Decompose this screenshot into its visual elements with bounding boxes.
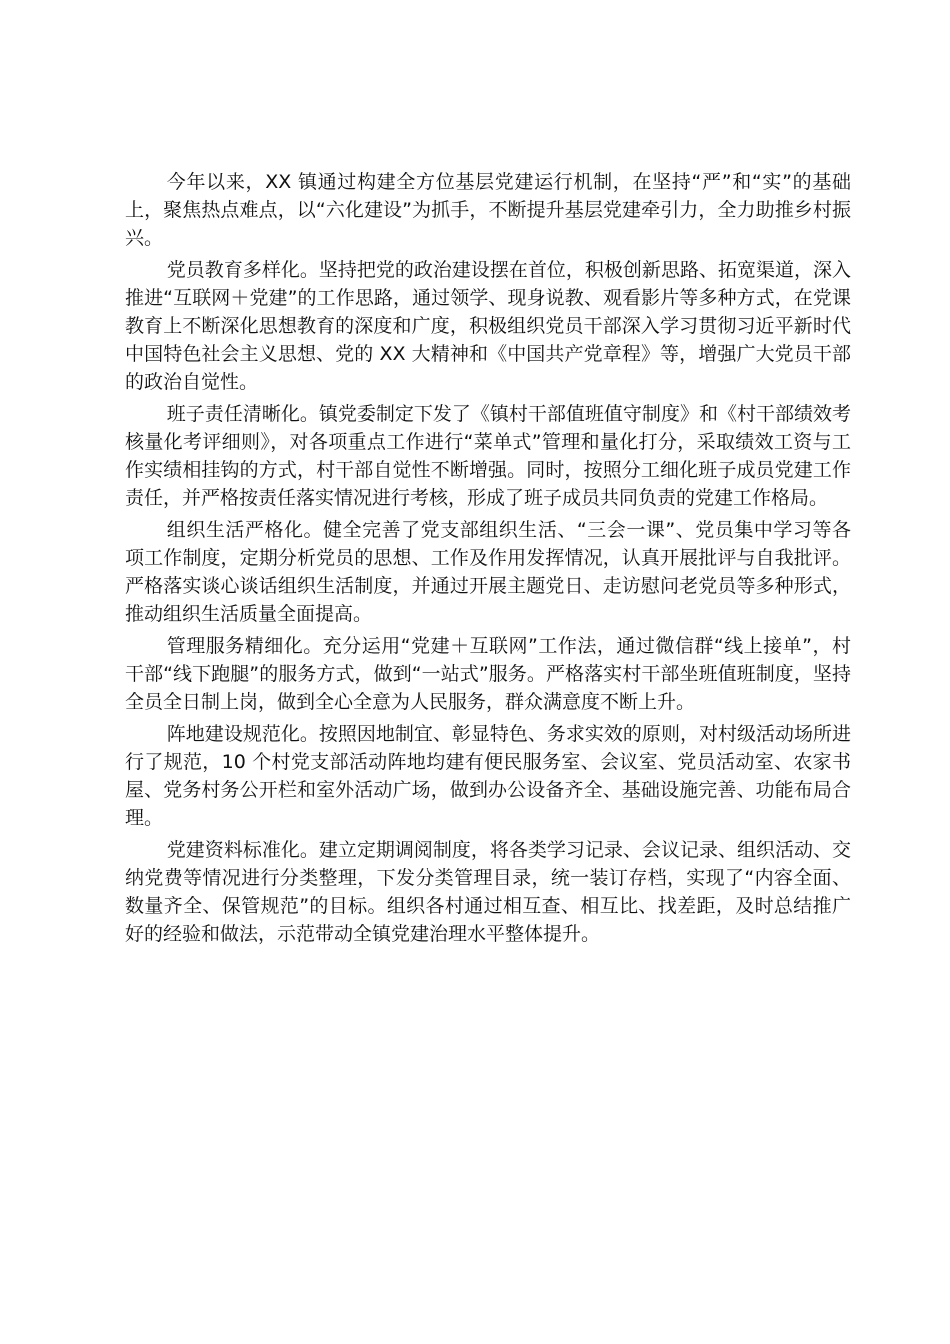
organizational-life-paragraph: 组织生活严格化。健全完善了党支部组织生活、“三会一课”、党员集中学习等各项工作制度，定期分析党员的思想、工作及作用发挥情况，认真开展批评与自我批评。严格落实谈心谈话组织生活制度，并通过开展主题党日、走访慰问老党员等多种形式，推动组织生活质量全面提高。 [125,519,851,625]
leadership-responsibility-paragraph: 班子责任清晰化。镇党委制定下发了《镇村干部值班值守制度》和《村干部绩效考核量化考评细则》，对各项重点工作进行“菜单式”管理和量化打分，采取绩效工资与工作实绩相挂钩的方式，村干部自觉性不断增强。同时，按照分工细化班子成员党建工作责任，并严格按责任落实情况进行考核，形成了班子成员共同负责的党建工作格局。 [125,403,851,509]
intro-paragraph: 今年以来，XX 镇通过构建全方位基层党建运行机制，在坚持“严”和“实”的基础上，聚焦热点难点，以“六化建设”为抓手，不断提升基层党建牵引力，全力助推乡村振兴。 [125,171,851,249]
management-service-paragraph: 管理服务精细化。充分运用“党建＋互联网”工作法，通过微信群“线上接单”，村干部“线下跑腿”的服务方式，做到“一站式”服务。严格落实村干部坐班值班制度，坚持全员全日制上岗，做到全心全意为人民服务，群众满意度不断上升。 [125,635,851,713]
records-standardization-paragraph: 党建资料标准化。建立定期调阅制度，将各类学习记录、会议记录、组织活动、交纳党费等情况进行分类整理，下发分类管理目录，统一装订存档，实现了“内容全面、数量齐全、保管规范”的目标。组织各村通过相互查、相互比、找差距，及时总结推广好的经验和做法，示范带动全镇党建治理水平整体提升。 [125,839,851,945]
facility-construction-paragraph: 阵地建设规范化。按照因地制宜、彰显特色、务求实效的原则，对村级活动场所进行了规范，10 个村党支部活动阵地均建有便民服务室、会议室、党员活动室、农家书屋、党务村务公开栏和室外活动广场，做到办公设备齐全、基础设施完善、功能布局合理。 [125,723,851,829]
document-body [125,168,851,952]
party-member-education-paragraph: 党员教育多样化。坚持把党的政治建设摆在首位，积极创新思路、拓宽渠道，深入推进“互联网＋党建”的工作思路，通过领学、现身说教、观看影片等多种方式，在党课教育上不断深化思想教育的深度和广度，积极组织党员干部深入学习贯彻习近平新时代中国特色社会主义思想、党的 XX 大精神和《中国共产党章程》等，增强广大党员干部的政治自觉性。 [125,259,851,393]
